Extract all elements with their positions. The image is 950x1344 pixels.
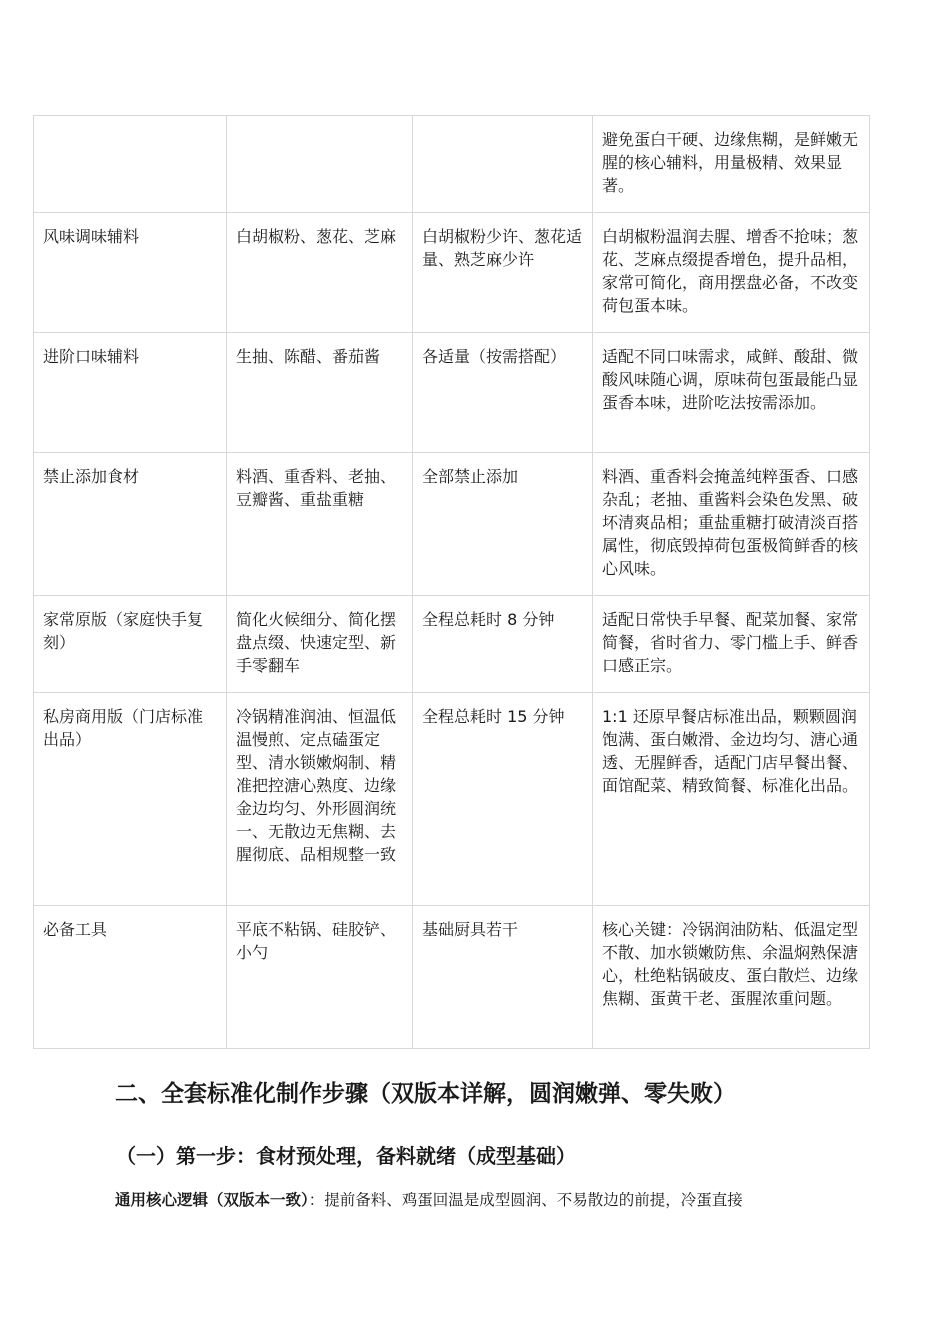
table-cell: 私房商用版（门店标准出品）: [34, 693, 227, 906]
table-cell: [34, 116, 227, 213]
table-cell: 白胡椒粉、葱花、芝麻: [227, 213, 413, 333]
body-paragraph: [115, 1189, 895, 1211]
table-cell: 各适量（按需搭配）: [413, 333, 593, 453]
table-cell: 核心关键：冷锅润油防粘、低温定型不散、加水锁嫩防焦、余温焖熟保溏心，杜绝粘锅破皮、蛋白散烂、边缘焦糊、蛋黄干老、蛋腥浓重问题。: [593, 906, 870, 1049]
table-cell: 白胡椒粉温润去腥、增香不抢味；葱花、芝麻点缀提香增色，提升品相，家常可简化，商用摆盘必备，不改变荷包蛋本味。: [593, 213, 870, 333]
section-heading: 二、全套标准化制作步骤（双版本详解，圆润嫩弹、零失败）: [115, 1081, 736, 1107]
table-row: [34, 116, 870, 213]
table-cell: 全程总耗时 8 分钟: [413, 596, 593, 693]
table-cell: 冷锅精准润油、恒温低温慢煎、定点磕蛋定型、清水锁嫩焖制、精准把控溏心熟度、边缘金边均匀、外形圆润统一、无散边无焦糊、去腥彻底、品相规整一致: [227, 693, 413, 906]
table-row: [34, 596, 870, 693]
table-cell: 1:1 还原早餐店标准出品，颗颗圆润饱满、蛋白嫩滑、金边均匀、溏心通透、无腥鲜香，适配门店早餐出餐、面馆配菜、精致简餐、标准化出品。: [593, 693, 870, 906]
table-row: [34, 693, 870, 906]
table-cell: 适配日常快手早餐、配菜加餐、家常简餐，省时省力、零门槛上手、鲜香口感正宗。: [593, 596, 870, 693]
table-row: [34, 333, 870, 453]
table-cell: 风味调味辅料: [34, 213, 227, 333]
table-cell: 料酒、重香料、老抽、豆瓣酱、重盐重糖: [227, 453, 413, 596]
table-cell: [227, 116, 413, 213]
table-cell: 必备工具: [34, 906, 227, 1049]
table-cell: 简化火候细分、简化摆盘点缀、快速定型、新手零翻车: [227, 596, 413, 693]
table-cell: 全部禁止添加: [413, 453, 593, 596]
table-cell: 全程总耗时 15 分钟: [413, 693, 593, 906]
table-cell: [413, 116, 593, 213]
paragraph-lead: 通用核心逻辑（双版本一致）: [115, 1191, 309, 1209]
table-cell: 家常原版（家庭快手复刻）: [34, 596, 227, 693]
table-cell: 进阶口味辅料: [34, 333, 227, 453]
table-cell: 适配不同口味需求，咸鲜、酸甜、微酸风味随心调，原味荷包蛋最能凸显蛋香本味，进阶吃法按需添加。: [593, 333, 870, 453]
table-cell: 基础厨具若干: [413, 906, 593, 1049]
table-cell: 禁止添加食材: [34, 453, 227, 596]
table-cell: 生抽、陈醋、番茄酱: [227, 333, 413, 453]
table-cell: 避免蛋白干硬、边缘焦糊，是鲜嫩无腥的核心辅料，用量极精、效果显著。: [593, 116, 870, 213]
ingredients-table: [33, 115, 870, 1049]
table-row: [34, 906, 870, 1049]
table-row: [34, 213, 870, 333]
table-cell: 白胡椒粉少许、葱花适量、熟芝麻少许: [413, 213, 593, 333]
table-cell: 料酒、重香料会掩盖纯粹蛋香、口感杂乱；老抽、重酱料会染色发黑、破坏清爽品相；重盐重糖打破清淡百搭属性，彻底毁掉荷包蛋极简鲜香的核心风味。: [593, 453, 870, 596]
table-cell: 平底不粘锅、硅胶铲、小勺: [227, 906, 413, 1049]
table-row: [34, 453, 870, 596]
step-heading: （一）第一步：食材预处理，备料就绪（成型基础）: [116, 1144, 576, 1168]
paragraph-text: ：提前备料、鸡蛋回温是成型圆润、不易散边的前提，冷蛋直接: [308, 1191, 743, 1209]
